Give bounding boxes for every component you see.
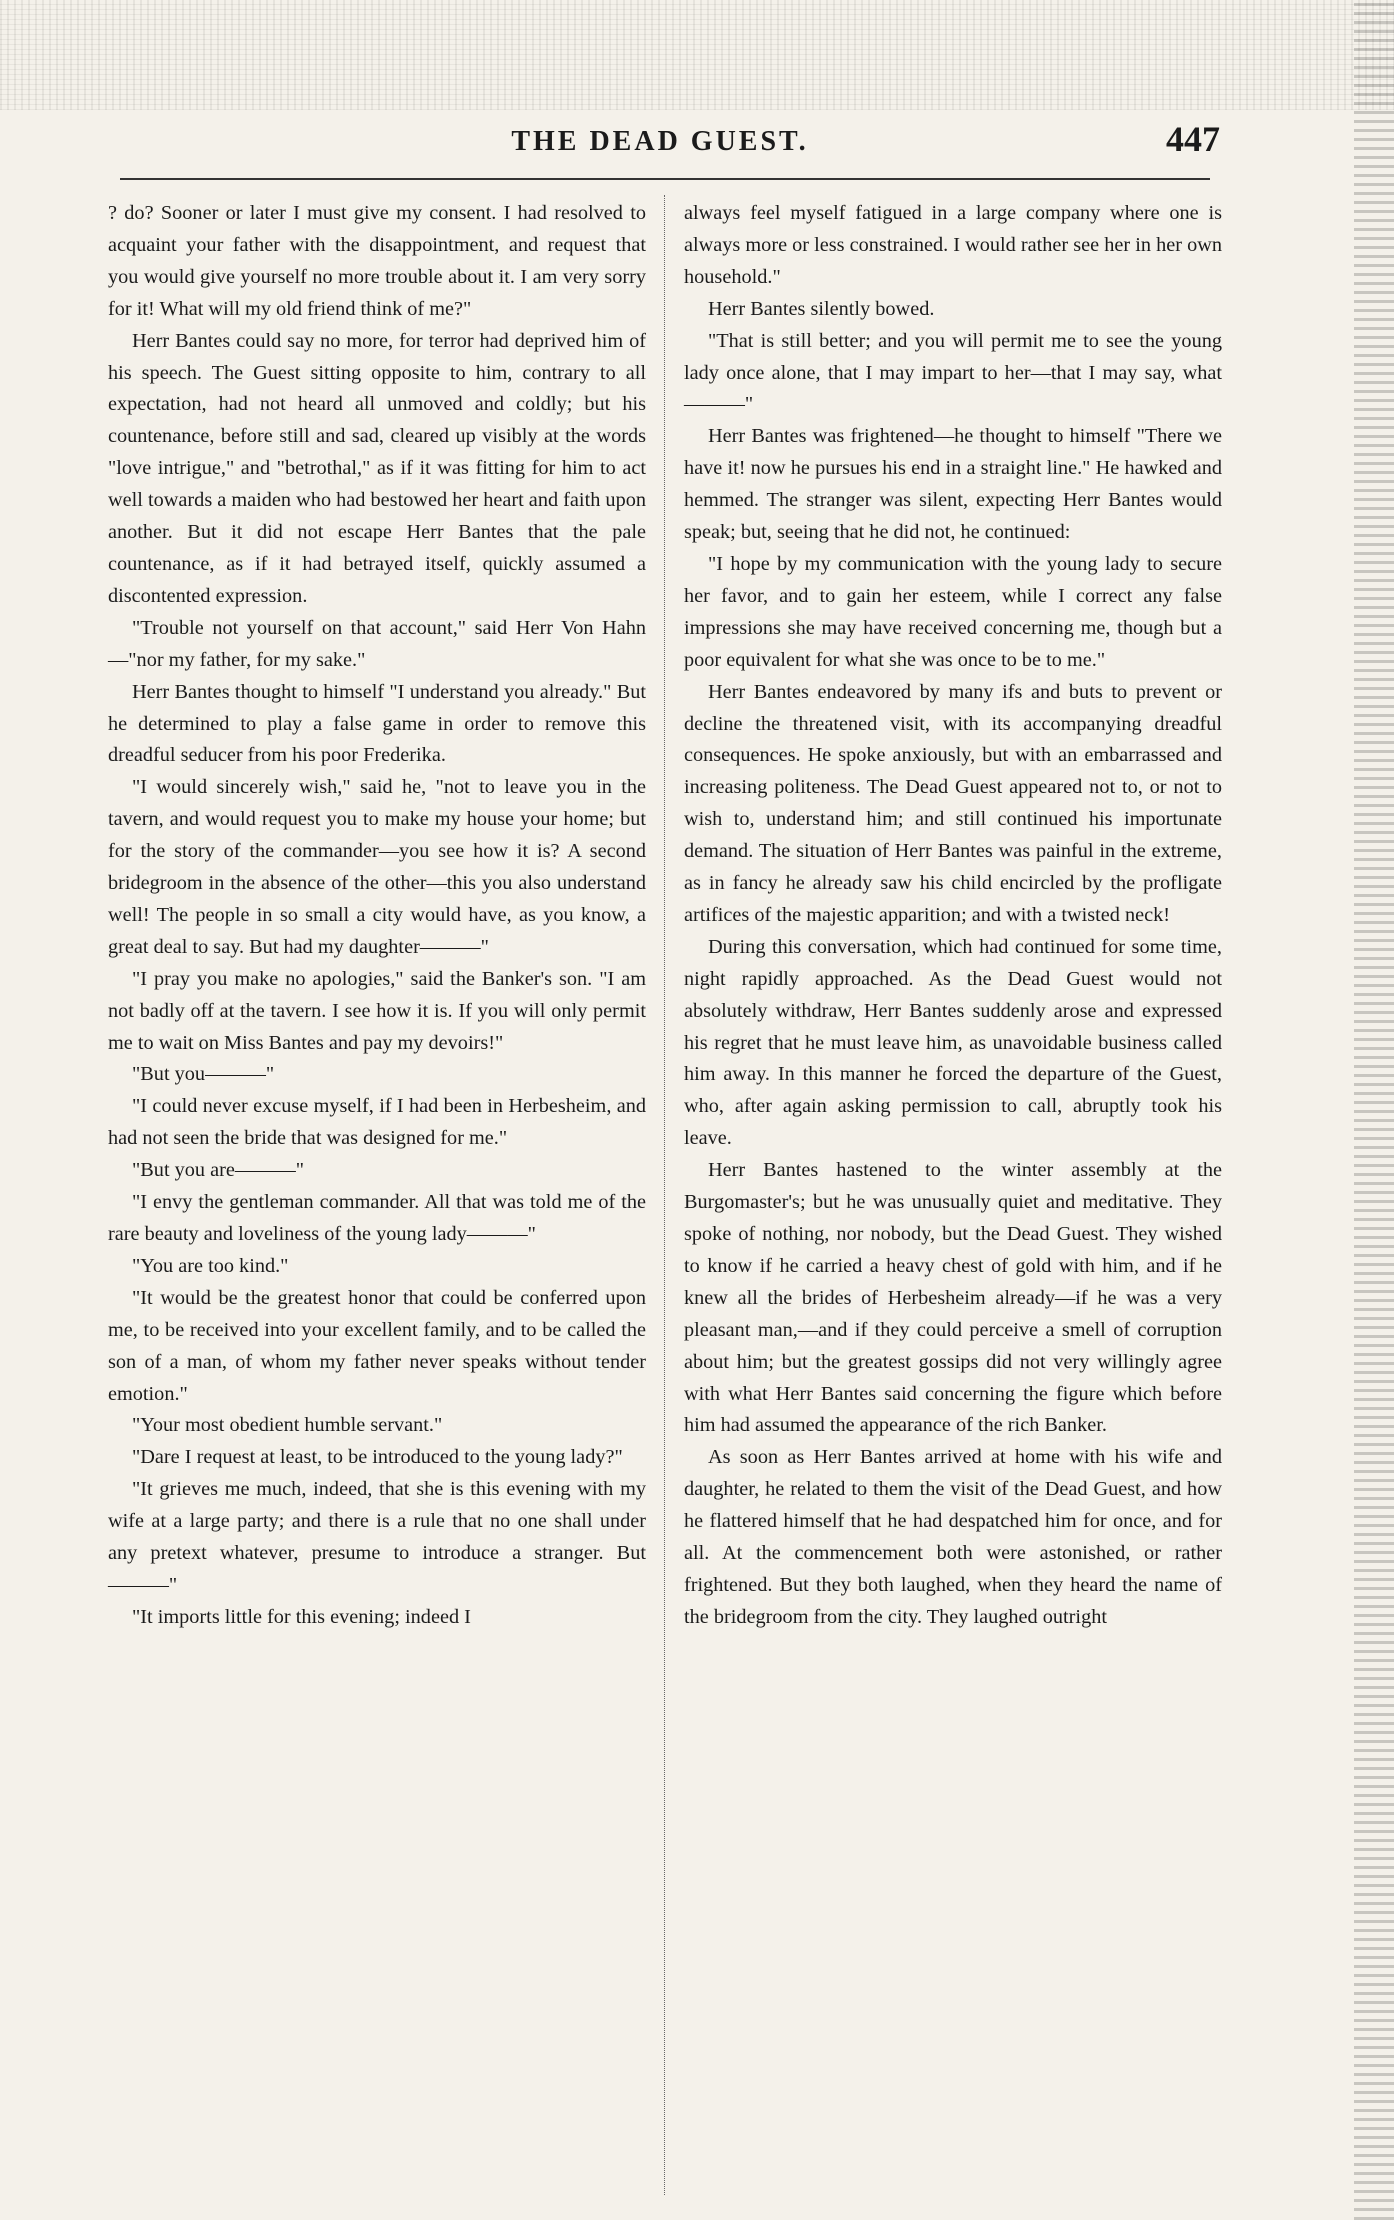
paragraph: always feel myself fatigued in a large company where one is always more or less constrained. I would rather see her in her own household." <box>684 202 1222 288</box>
column-divider <box>664 195 665 2195</box>
paragraph: During this conversation, which had continued for some time, night rapidly approached. As the Dead Guest would not absolutely withdraw, Herr Bantes suddenly arose and expressed his regret that he must leave him, as unavoidable business called him away. In this manner he forced the departure of the Guest, who, after again asking permission to call, abruptly took his leave. <box>684 935 1222 1150</box>
paragraph: "Trouble not yourself on that account," said Herr Von Hahn—"nor my father, for my sake." <box>108 616 646 671</box>
paragraph: "That is still better; and you will permit me to see the young lady once alone, that I may impart to her—that I may say, what———" <box>684 329 1222 416</box>
paragraph: "It imports little for this evening; indeed I <box>132 1605 471 1628</box>
paragraph: Herr Bantes silently bowed. <box>708 297 935 320</box>
paragraph: "Your most obedient humble servant." <box>132 1414 443 1437</box>
page-header <box>100 118 1220 166</box>
header-rule <box>120 178 1210 180</box>
paragraph: As soon as Herr Bantes arrived at home with his wife and daughter, he related to them the visit of the Dead Guest, and how he flattered himself that he had despatched him for once, and for all. At the commencement both were astonished, or rather frightened. But they both laughed, when they heard the name of the bridegroom from the city. They laughed outright <box>684 1446 1222 1628</box>
paragraph: "I pray you make no apologies," said the Banker's son. "I am not badly off at the tavern. I see how it is. If you will only permit me to wait on Miss Bantes and pay my devoirs!" <box>108 967 646 1054</box>
page-number: 447 <box>1166 119 1220 159</box>
paragraph: "I hope by my communication with the young lady to secure her favor, and to gain her esteem, while I correct any false impressions she may have received concerning me, though but a poor equivalent for what she was once to be to me." <box>684 552 1222 671</box>
scan-noise-top <box>0 0 1394 110</box>
paragraph: "You are too kind." <box>132 1254 289 1277</box>
paragraph: "I would sincerely wish," said he, "not to leave you in the tavern, and would request you to make my house your home; but for the story of the commander—you see how it is? A second bridegroom in the absence of the other—this you also understand well! The people in so small a city would have, as you know, a great deal to say. But had my daughter———" <box>108 776 646 958</box>
scan-edge-right <box>1354 0 1394 2220</box>
paragraph: Herr Bantes thought to himself "I understand you already." But he determined to play a false game in order to remove this dreadful seducer from his poor Frederika. <box>108 680 646 767</box>
paragraph: "I could never excuse myself, if I had been in Herbesheim, and had not seen the bride that was designed for me." <box>108 1095 646 1150</box>
right-column <box>684 198 1222 1634</box>
paragraph: "I envy the gentleman commander. All that was told me of the rare beauty and loveliness of the young lady———" <box>108 1191 646 1245</box>
running-title: THE DEAD GUEST. <box>511 126 809 157</box>
paragraph: "Dare I request at least, to be introduced to the young lady?" <box>132 1446 623 1469</box>
left-column <box>108 198 646 1634</box>
paragraph: ? do? Sooner or later I must give my consent. I had resolved to acquaint your father with the disappointment, and request that you would give yourself no more trouble about it. I am very sorry for it! What will my old friend think of me?" <box>108 202 646 320</box>
paragraph: "It grieves me much, indeed, that she is this evening with my wife at a large party; and there is a rule that no one shall under any pretext whatever, presume to introduce a stranger. But———" <box>108 1478 646 1596</box>
paragraph: "It would be the greatest honor that could be conferred upon me, to be received into your excellent family, and to be called the son of a man, of whom my father never speaks without tender emotion." <box>108 1286 646 1405</box>
paragraph: Herr Bantes could say no more, for terror had deprived him of his speech. The Guest sitting opposite to him, contrary to all expectation, had not heard all unmoved and coldly; but his countenance, before still and sad, cleared up visibly at the words "love intrigue," and "betrothal," as if it was fitting for him to act well towards a maiden who had bestowed her heart and faith upon another. But it did not escape Herr Bantes that the pale countenance, as if it had betrayed itself, quickly assumed a discontented expression. <box>108 329 646 607</box>
paragraph: Herr Bantes was frightened—he thought to himself "There we have it! now he pursues his end in a straight line." He hawked and hemmed. The stranger was silent, expecting Herr Bantes would speak; but, seeing that he did not, he continued: <box>684 425 1222 544</box>
paragraph: Herr Bantes hastened to the winter assembly at the Burgomaster's; but he was unusually quiet and meditative. They spoke of nothing, nor nobody, but the Dead Guest. They wished to know if he carried a heavy chest of gold with him, and if he knew all the brides of Herbesheim already—if he was a very pleasant man,—and if they could perceive a smell of corruption about him; but the greatest gossips did not very willingly agree with what Herr Bantes said concerning the figure which before him had assumed the appearance of the rich Banker. <box>684 1159 1222 1437</box>
paragraph: Herr Bantes endeavored by many ifs and buts to prevent or decline the threatened visit, with its accompanying dreadful consequences. He spoke anxiously, but with an embarrassed and increasing politeness. The Dead Guest appeared not to, or not to wish to, understand him; and still continued his importunate demand. The situation of Herr Bantes was painful in the extreme, as in fancy he already saw his child encircled by the profligate artifices of the majestic apparition; and with a twisted neck! <box>684 680 1222 926</box>
paragraph: "But you———" <box>132 1063 275 1086</box>
paragraph: "But you are———" <box>132 1159 305 1182</box>
